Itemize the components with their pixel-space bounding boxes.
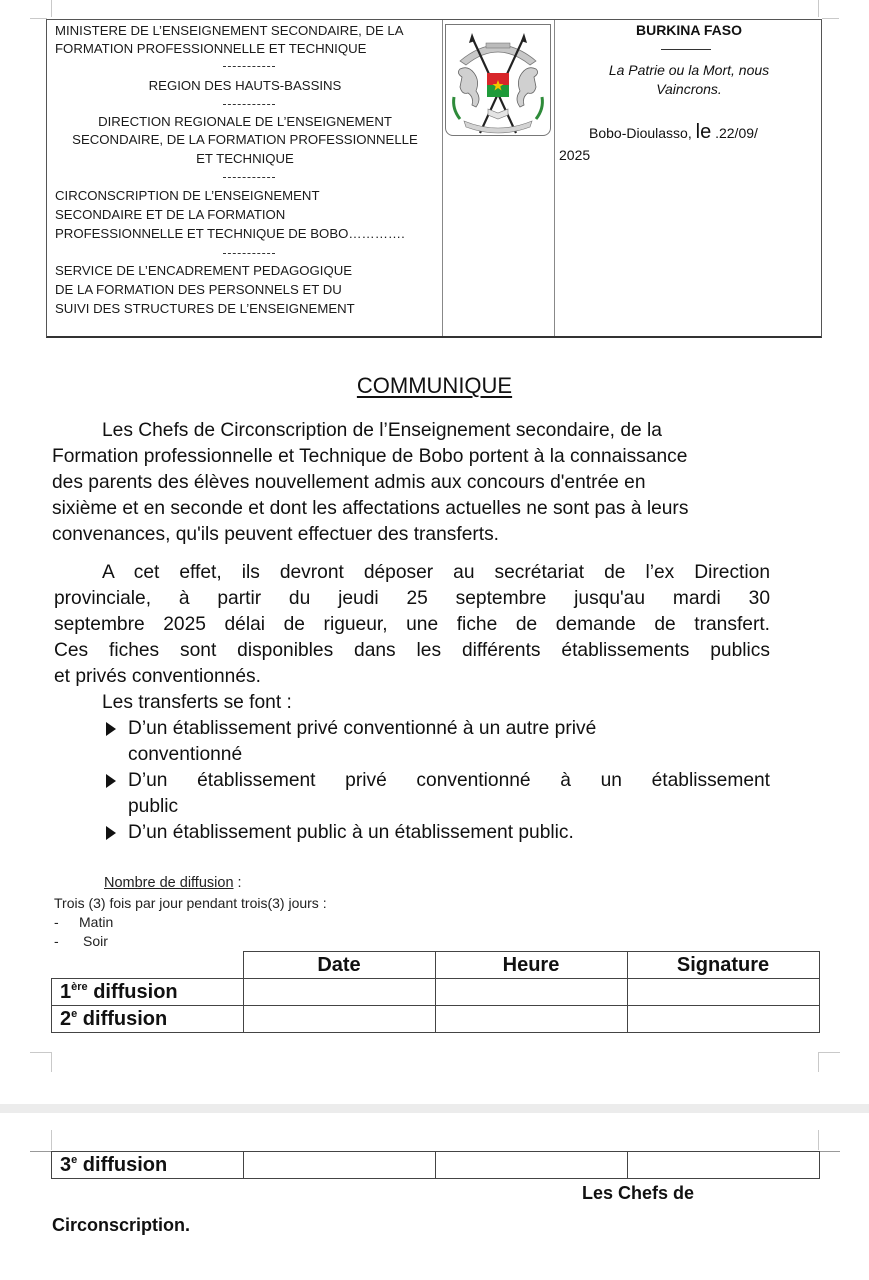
national-motto-line-1: La Patrie ou la Mort, nous: [608, 62, 770, 78]
crop-mark-top-right-h: [822, 18, 839, 19]
diffusion-frequency: Trois (3) fois par jour pendant trois(3) jours :: [54, 895, 327, 911]
table-row: [52, 979, 820, 1006]
cell-heure[interactable]: [435, 1006, 627, 1033]
bullet-arrow-icon: [106, 826, 116, 840]
coat-of-arms-icon: [445, 24, 551, 136]
circonscription-line-1: CIRCONSCRIPTION DE L’ENSEIGNEMENT: [55, 188, 320, 203]
service-line-1: SERVICE DE L’ENCADREMENT PEDAGOGIQUE: [55, 263, 353, 278]
header-signature: Signature: [627, 952, 819, 979]
paragraph-2-line-2: provinciale, à partir du jeudi 25 septembre jusqu'au mardi 30: [54, 588, 770, 609]
cell-date[interactable]: [243, 1006, 435, 1033]
ministry-line-2: FORMATION PROFESSIONNELLE ET TECHNIQUE: [55, 41, 367, 56]
signature-line-2: Circonscription.: [52, 1215, 191, 1235]
diffusion-table: [51, 951, 820, 1033]
separator: [223, 253, 275, 255]
transfer-item-1-line-2: conventionné: [128, 744, 243, 765]
cell-date[interactable]: [244, 1152, 436, 1179]
table-row: [52, 1006, 820, 1033]
row-number: 3: [60, 1154, 72, 1176]
transfer-item-2-line-1: D’un établissement privé conventionné à un établissement: [128, 770, 770, 791]
dash-bullet: -: [54, 933, 59, 949]
direction-line-2: SECONDAIRE, DE LA FORMATION PROFESSIONNELLE: [72, 132, 418, 147]
diffusion-time-morning: Matin: [79, 914, 114, 930]
crop-mark-top-left-v: [51, 0, 52, 17]
row-ordinal: e: [71, 1154, 78, 1166]
paragraph-2-line-5: et privés conventionnés.: [54, 666, 261, 687]
crop-mark-top-right-v: [818, 0, 819, 17]
direction-line-1: DIRECTION REGIONALE DE L’ENSEIGNEMENT: [98, 114, 392, 129]
region-label: REGION DES HAUTS-BASSINS: [148, 78, 342, 93]
separator: [223, 66, 275, 68]
diffusion-heading-colon: :: [233, 875, 242, 891]
crop-mark-p2-left-h: [30, 1151, 51, 1152]
header-date: Date: [243, 952, 435, 979]
separator: [223, 104, 275, 106]
diffusion-table-continued: [51, 1151, 820, 1179]
cell-date[interactable]: [243, 979, 435, 1006]
letterhead-emblem-column: [443, 20, 555, 336]
row-label-diffusion-2: [52, 1006, 244, 1033]
dash-bullet: -: [54, 914, 59, 930]
transfer-item-3-line-1: D’un établissement public à un établissement public.: [128, 822, 574, 843]
paragraph-2-line-4: Ces fiches sont disponibles dans les différents établissements publics: [54, 640, 770, 661]
title-text: COMMUNIQUE: [356, 373, 513, 398]
country-name: BURKINA FASO: [635, 22, 743, 38]
ministry-line-1: MINISTERE DE L’ENSEIGNEMENT SECONDAIRE, DE LA: [55, 23, 404, 38]
row-number: 2: [60, 1008, 72, 1030]
diffusion-heading-text: Nombre de diffusion: [104, 875, 234, 891]
separator: [223, 177, 275, 179]
row-label-diffusion-3: [52, 1152, 244, 1179]
separator: [661, 49, 711, 51]
place-name: Bobo-Dioulasso,: [589, 125, 692, 141]
letterhead-right-column: [555, 20, 821, 336]
crop-mark-top-left-h: [30, 18, 47, 19]
paragraph-2-line-1: A cet effet, ils devront déposer au secrétariat de l’ex Direction: [102, 562, 770, 583]
date-le: le: [695, 121, 712, 143]
row-label: diffusion: [87, 981, 178, 1003]
crop-mark-bottom-left-h: [30, 1052, 51, 1053]
row-ordinal: e: [71, 1008, 78, 1020]
bullet-arrow-icon: [106, 774, 116, 788]
row-label: diffusion: [77, 1154, 168, 1176]
transfer-item-2-line-2: public: [128, 796, 179, 817]
cell-signature[interactable]: [627, 1006, 819, 1033]
service-line-3: SUIVI DES STRUCTURES DE L’ENSEIGNEMENT: [55, 301, 355, 316]
letterhead-left-column: [47, 20, 443, 336]
diffusion-heading: [104, 874, 242, 892]
paragraph-1-line-4: sixième et en seconde et dont les affectations actuelles ne sont pas à leurs: [52, 498, 689, 519]
bullet-arrow-icon: [106, 722, 116, 736]
empty-corner-cell: [52, 952, 244, 979]
paragraph-1-line-5: convenances, qu'ils peuvent effectuer des transferts.: [52, 524, 500, 545]
table-row: [52, 1152, 820, 1179]
crop-mark-p2-left-v: [51, 1130, 52, 1150]
row-label-diffusion-1: [52, 979, 244, 1006]
paragraph-2-line-3: septembre 2025 délai de rigueur, une fiche de demande de transfert.: [54, 614, 770, 635]
header-heure: Heure: [435, 952, 627, 979]
crop-mark-bottom-right-h: [818, 1052, 840, 1053]
national-motto-line-2: Vaincrons.: [656, 81, 722, 97]
paragraph-1-line-2: Formation professionnelle et Technique de Bobo portent à la connaissance: [52, 446, 688, 467]
row-number: 1: [60, 981, 72, 1003]
direction-line-3: ET TECHNIQUE: [196, 151, 294, 166]
diffusion-time-evening: Soir: [83, 933, 108, 949]
circonscription-line-2: SECONDAIRE ET DE LA FORMATION: [55, 207, 286, 222]
letterhead-table: [46, 19, 822, 338]
service-line-2: DE LA FORMATION DES PERSONNELS ET DU: [55, 282, 342, 297]
crop-mark-bottom-left-v: [51, 1052, 52, 1072]
transfer-item-1-line-1: D’un établissement privé conventionné à un autre privé: [128, 718, 597, 739]
date-year: 2025: [559, 147, 591, 163]
transfers-intro: Les transferts se font :: [102, 692, 292, 713]
page-break-gutter: [0, 1104, 869, 1113]
circonscription-line-3: PROFESSIONNELLE ET TECHNIQUE DE BOBO………….: [55, 226, 405, 241]
table-header-row: [52, 952, 820, 979]
place-date: [589, 123, 758, 142]
cell-signature[interactable]: [628, 1152, 820, 1179]
crop-mark-p2-right-h: [818, 1151, 840, 1152]
date-day-month: .22/09/: [715, 125, 758, 141]
cell-signature[interactable]: [627, 979, 819, 1006]
cell-heure[interactable]: [435, 979, 627, 1006]
signature-line-1: Les Chefs de: [582, 1183, 695, 1203]
paragraph-1-line-3: des parents des élèves nouvellement admis aux concours d'entrée en: [52, 472, 646, 493]
document-title: [0, 373, 869, 399]
row-ordinal: ère: [71, 981, 88, 993]
crop-mark-bottom-right-v: [818, 1052, 819, 1072]
paragraph-1-line-1: Les Chefs de Circonscription de l’Enseignement secondaire, de la: [102, 420, 662, 441]
crop-mark-p2-right-v: [818, 1130, 819, 1150]
row-label: diffusion: [77, 1008, 168, 1030]
cell-heure[interactable]: [436, 1152, 628, 1179]
